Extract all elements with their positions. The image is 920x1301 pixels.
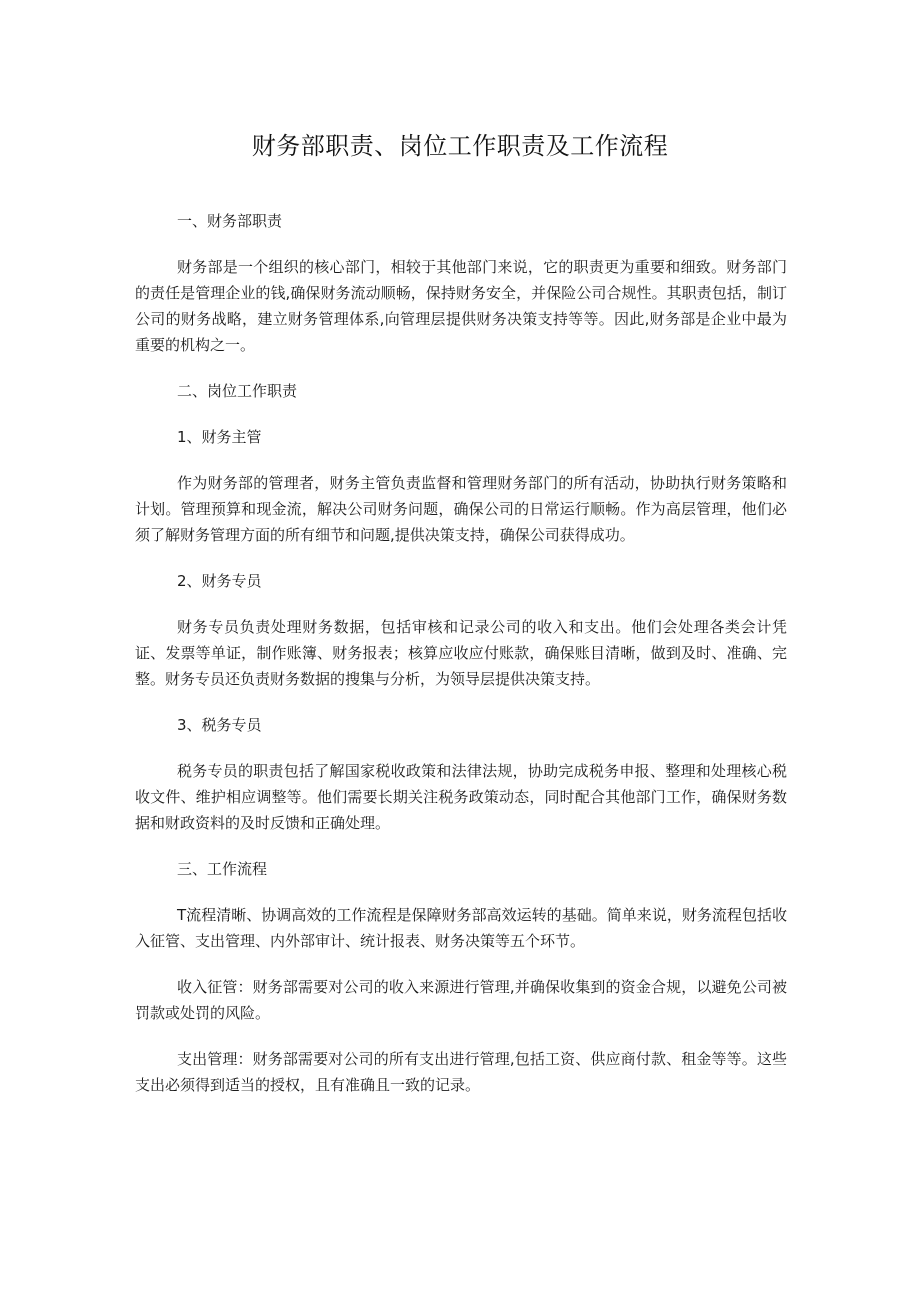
subheading-tax-specialist: 3、税务专员	[177, 716, 262, 734]
document-body	[135, 208, 787, 1118]
subheading-finance-supervisor: 1、财务主管	[177, 428, 262, 446]
paragraph-finance-specialist: 财务专员负责处理财务数据，包括审核和记录公司的收入和支出。他们会处理各类会计凭证、发票等单证，制作账簿、财务报表；核算应收应付账款，确保账目清晰，做到及时、准确、完整。财务专员还负责财务数据的搜集与分析，为领导层提供决策支持。	[135, 618, 787, 688]
section-heading-department-duties: 一、财务部职责	[177, 212, 283, 230]
paragraph-income-management: 收入征管：财务部需要对公司的收入来源进行管理,并确保收集到的资金合规，以避免公司被罚款或处罚的风险。	[135, 978, 787, 1022]
paragraph-department-duties: 财务部是一个组织的核心部门，相较于其他部门来说，它的职责更为重要和细致。财务部门的责任是管理企业的钱,确保财务流动顺畅，保持财务安全，并保险公司合规性。其职责包括，制订公司的财务战略，建立财务管理体系,向管理层提供财务决策支持等等。因此,财务部是企业中最为重要的机构之一。	[135, 258, 787, 354]
paragraph-workflow-intro: T流程清晰、协调高效的工作流程是保障财务部高效运转的基础。简单来说，财务流程包括收入征管、支出管理、内外部审计、统计报表、财务决策等五个环节。	[135, 906, 787, 950]
paragraph-expense-management: 支出管理：财务部需要对公司的所有支出进行管理,包括工资、供应商付款、租金等等。这些支出必须得到适当的授权，且有准确且一致的记录。	[135, 1050, 787, 1094]
section-heading-position-duties: 二、岗位工作职责	[177, 382, 298, 400]
paragraph-finance-supervisor: 作为财务部的管理者，财务主管负责监督和管理财务部门的所有活动，协助执行财务策略和计划。管理预算和现金流，解决公司财务问题，确保公司的日常运行顺畅。作为高层管理，他们必须了解财务管理方面的所有细节和问题,提供决策支持，确保公司获得成功。	[135, 474, 787, 544]
section-heading-workflow: 三、工作流程	[177, 860, 268, 878]
document-title: 财务部职责、岗位工作职责及工作流程	[251, 132, 669, 160]
paragraph-tax-specialist: 税务专员的职责包括了解国家税收政策和法律法规，协助完成税务申报、整理和处理核心税收文件、维护相应调整等。他们需要长期关注税务政策动态，同时配合其他部门工作，确保财务数据和财政资料的及时反馈和正确处理。	[135, 762, 787, 832]
subheading-finance-specialist: 2、财务专员	[177, 572, 262, 590]
